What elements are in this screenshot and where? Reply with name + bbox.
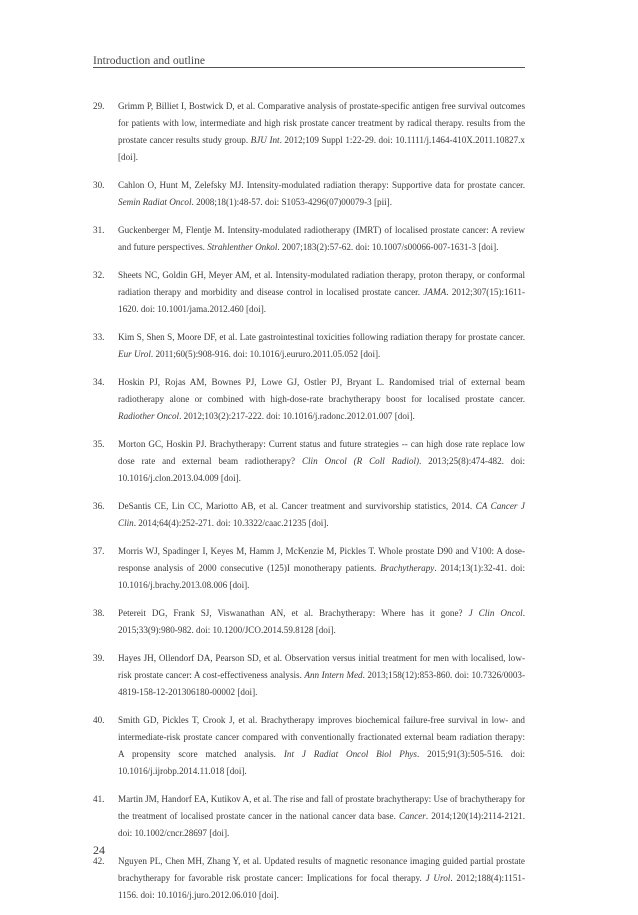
reference-text [118, 222, 525, 256]
reference-text [118, 712, 525, 780]
reference-journal: Brachytherapy [380, 563, 435, 573]
reference-item [93, 267, 525, 318]
header-rule [93, 67, 525, 68]
reference-item [93, 374, 525, 425]
reference-journal: Ann Intern Med [304, 670, 363, 680]
reference-details: . 2014;120(14):2114-2121. doi: 10.1002/cncr.28697 [doi]. [118, 811, 525, 838]
reference-item [93, 329, 525, 363]
reference-details: . 2015;91(3):505-516. doi: 10.1016/j.ijrobp.2014.11.018 [doi]. [118, 749, 526, 776]
reference-citation: Hoskin PJ, Rojas AM, Bownes PJ, Lowe GJ, Ostler PJ, Bryant L. Randomised trial of external beam radiotherapy alone or combined with high-dose-rate brachytherapy boost for localised prostate cancer. [118, 377, 525, 404]
reference-text [118, 374, 525, 425]
reference-details: . 2012;307(15):1611-1620. doi: 10.1001/jama.2012.460 [doi]. [118, 287, 525, 314]
reference-journal: Int J Radiat Oncol Biol Phys [283, 749, 417, 759]
reference-number: 40. [93, 715, 105, 725]
reference-details: . 2012;188(4):1151-1156. doi: 10.1016/j.juro.2012.06.010 [doi]. [118, 873, 526, 900]
reference-text [118, 267, 525, 318]
reference-number: 39. [93, 653, 105, 663]
reference-journal: BJU Int [250, 135, 280, 145]
reference-text [118, 498, 525, 532]
reference-number: 32. [93, 270, 105, 280]
reference-citation: Martin JM, Handorf EA, Kutikov A, et al. The rise and fall of prostate brachytherapy: Use of brachytherapy for the treatment of localised prostate cancer in the national cancer data base. [118, 794, 525, 821]
reference-journal: Eur Urol [118, 349, 151, 359]
reference-item [93, 712, 525, 780]
reference-journal: CA Cancer J Clin [118, 501, 525, 528]
reference-number: 37. [93, 546, 105, 556]
reference-text [118, 329, 525, 363]
reference-number: 34. [93, 377, 105, 387]
reference-item [93, 543, 525, 594]
reference-item [93, 436, 525, 487]
reference-citation: Morton GC, Hoskin PJ. Brachytherapy: Current status and future strategies -- can high dose rate replace low dose rate and external beam radiotherapy? [118, 439, 525, 466]
reference-item [93, 498, 525, 532]
reference-text [118, 98, 525, 166]
reference-details: . 2015;33(9):980-982. doi: 10.1200/JCO.2014.59.8128 [doi]. [118, 608, 525, 635]
reference-details: . 2008;18(1):48-57. doi: S1053-4296(07)00079-3 [pii]. [191, 197, 392, 207]
reference-text [118, 436, 525, 487]
reference-text [118, 650, 525, 701]
reference-number: 42. [93, 856, 105, 866]
reference-number: 38. [93, 608, 105, 618]
reference-citation: Smith GD, Pickles T, Crook J, et al. Brachytherapy improves biochemical failure-free survival in low- and intermediate-risk prostate cancer compared with conventionally fractionated external beam radiation therapy: A propensity score matched analysis. [118, 715, 525, 759]
reference-citation: DeSantis CE, Lin CC, Mariotto AB, et al. Cancer treatment and survivorship statistics, 2014. [118, 501, 476, 511]
reference-citation: Cahlon O, Hunt M, Zelefsky MJ. Intensity-modulated radiation therapy: Supportive data for prostate cancer. [118, 180, 525, 190]
reference-details: . 2014;64(4):252-271. doi: 10.3322/caac.21235 [doi]. [133, 518, 329, 528]
reference-number: 30. [93, 180, 105, 190]
reference-details: . 2011;60(5):908-916. doi: 10.1016/j.eururo.2011.05.052 [doi]. [150, 349, 381, 359]
reference-item [93, 177, 525, 211]
reference-number: 35. [93, 439, 105, 449]
reference-citation: Nguyen PL, Chen MH, Zhang Y, et al. Updated results of magnetic resonance imaging guided partial prostate brachytherapy for favorable risk prostate cancer: Implications for focal therapy. [118, 856, 525, 883]
reference-journal: Semin Radiat Oncol [118, 197, 192, 207]
reference-number: 31. [93, 225, 105, 235]
reference-text [118, 853, 525, 904]
reference-item [93, 853, 525, 904]
reference-details: . 2012;109 Suppl 1:22-29. doi: 10.1111/j.1464-410X.2011.10827.x [doi]. [118, 135, 525, 162]
reference-text [118, 605, 525, 639]
reference-details: . 2013;158(12):853-860. doi: 10.7326/0003-4819-158-12-201306180-00002 [doi]. [118, 670, 525, 697]
reference-details: . 2014;13(1):32-41. doi: 10.1016/j.brachy.2013.08.006 [doi]. [118, 563, 525, 590]
reference-journal: JAMA [423, 287, 447, 297]
reference-item [93, 98, 525, 166]
reference-journal: J Clin Oncol [468, 608, 523, 618]
reference-number: 41. [93, 794, 105, 804]
reference-number: 36. [93, 501, 105, 511]
reference-journal: Cancer [399, 811, 426, 821]
reference-number: 33. [93, 332, 105, 342]
reference-details: . 2012;103(2):217-222. doi: 10.1016/j.radonc.2012.01.007 [doi]. [179, 411, 415, 421]
reference-citation: Morris WJ, Spadinger I, Keyes M, Hamm J, McKenzie M, Pickles T. Whole prostate D90 and V100: A dose-response analysis of 2000 consecutive (125)I monotherapy patients. [118, 546, 525, 573]
reference-citation: Guckenberger M, Flentje M. Intensity-modulated radiotherapy (IMRT) of localised prostate cancer: A review and future perspectives. [118, 225, 525, 252]
reference-journal: Strahlenther Onkol [207, 242, 278, 252]
reference-item [93, 791, 525, 842]
reference-citation: Sheets NC, Goldin GH, Meyer AM, et al. Intensity-modulated radiation therapy, proton therapy, or conformal radiation therapy and morbidity and disease control in localised prostate cancer. [118, 270, 525, 297]
reference-journal: Clin Oncol (R Coll Radiol) [301, 456, 420, 466]
reference-journal: J Urol [425, 873, 451, 883]
reference-details: . 2007;183(2):57-62. doi: 10.1007/s00066-007-1631-3 [doi]. [277, 242, 499, 252]
reference-text [118, 543, 525, 594]
reference-item [93, 605, 525, 639]
reference-citation: Kim S, Shen S, Moore DF, et al. Late gastrointestinal toxicities following radiation therapy for prostate cancer. [118, 332, 525, 342]
reference-citation: Grimm P, Billiet I, Bostwick D, et al. Comparative analysis of prostate-specific antigen free survival outcomes for patients with low, intermediate and high risk prostate cancer treatment by radical therapy. results from the prostate cancer results study group. [118, 101, 525, 145]
reference-citation: Hayes JH, Ollendorf DA, Pearson SD, et al. Observation versus initial treatment for men with localised, low-risk prostate cancer: A cost-effectiveness analysis. [118, 653, 525, 680]
reference-list [93, 98, 525, 915]
reference-item [93, 650, 525, 701]
reference-text [118, 177, 525, 211]
reference-text [118, 791, 525, 842]
page-number: 24 [93, 843, 105, 857]
reference-item [93, 222, 525, 256]
reference-details: . 2013;25(8):474-482. doi: 10.1016/j.clon.2013.04.009 [doi]. [118, 456, 525, 483]
reference-number: 29. [93, 101, 105, 111]
running-header: Introduction and outline [93, 54, 206, 67]
reference-journal: Radiother Oncol [118, 411, 180, 421]
reference-citation: Petereit DG, Frank SJ, Viswanathan AN, et al. Brachytherapy: Where has it gone? [118, 608, 469, 618]
